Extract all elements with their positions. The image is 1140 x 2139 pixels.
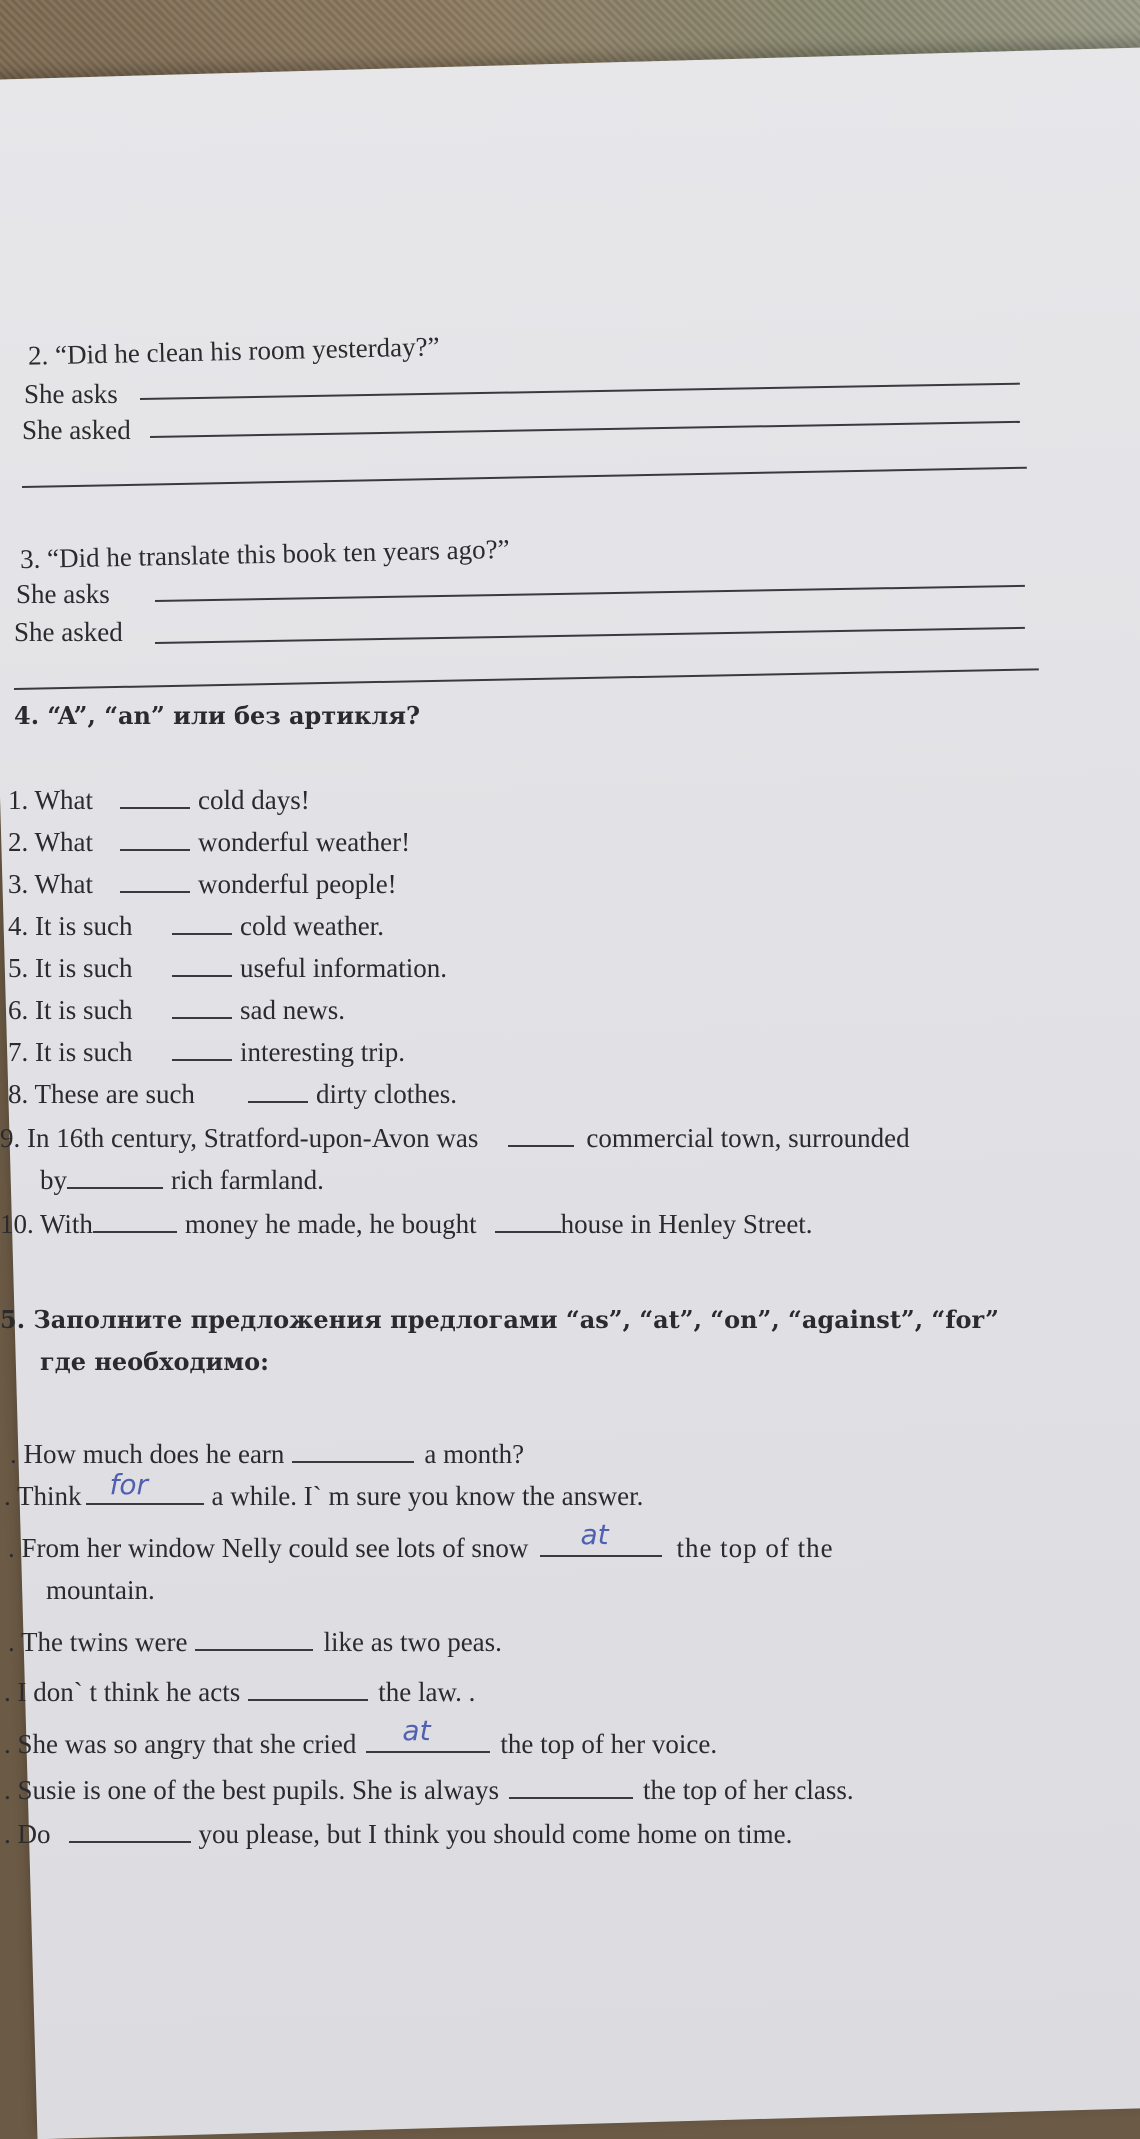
sec4-item-8 <box>8 1078 457 1110</box>
sec4-item-10 <box>0 1208 813 1240</box>
answer-blank[interactable] <box>509 1775 633 1799</box>
item-text: . Susie is one of the best pupils. She is always <box>4 1775 499 1805</box>
item-text: 10. With <box>0 1209 93 1239</box>
answer-blank[interactable] <box>172 911 232 935</box>
exercise-2-she-asked: She asked <box>22 415 131 445</box>
item-text: useful information. <box>240 953 447 983</box>
answer-blank[interactable] <box>366 1714 490 1753</box>
sec4-item-2 <box>8 826 410 858</box>
answer-line[interactable] <box>14 668 1039 690</box>
answer-line[interactable] <box>155 585 1025 602</box>
item-text: a while. I` m sure you know the answer. <box>211 1481 644 1511</box>
item-text: cold weather. <box>240 911 384 941</box>
answer-blank[interactable] <box>67 1165 163 1189</box>
item-number: 6. It is such <box>8 995 133 1025</box>
sec4-item-9 <box>0 1122 910 1154</box>
item-text: wonderful people! <box>198 869 397 899</box>
answer-blank[interactable] <box>120 785 190 809</box>
item-text: 9. In 16th century, Stratford-upon-Avon was <box>0 1123 479 1153</box>
section-4-title: 4. “A”, “an” или без артикля? <box>14 701 421 730</box>
answer-line[interactable] <box>140 383 1020 400</box>
answer-blank[interactable] <box>172 995 232 1019</box>
exercise-3-question: 3. “Did he translate this book ten years ago?” <box>19 533 510 575</box>
answer-blank[interactable] <box>86 1468 204 1505</box>
sec4-item-6 <box>8 994 345 1026</box>
exercise-2-she-asks: She asks <box>24 379 118 409</box>
item-text: . Do <box>4 1819 51 1849</box>
item-text: the top of her voice. <box>500 1729 718 1759</box>
item-number: 4. It is such <box>8 911 133 941</box>
item-text: house in Henley Street. <box>560 1209 813 1239</box>
item-number: 1. What <box>8 785 93 815</box>
sec4-item-4 <box>8 910 384 942</box>
item-text: money he made, he bought <box>184 1209 477 1239</box>
item-text: . I don` t think he acts <box>4 1677 241 1707</box>
item-text: a month? <box>424 1439 525 1469</box>
section-5-subtitle: где необходимо: <box>40 1347 270 1376</box>
item-number: 7. It is such <box>8 1037 133 1067</box>
sec5-item-4 <box>8 1626 502 1658</box>
answer-line[interactable] <box>155 627 1025 644</box>
item-text: the law. . <box>378 1677 476 1707</box>
answer-blank[interactable] <box>93 1209 177 1233</box>
answer-blank[interactable] <box>540 1518 662 1557</box>
handwritten-answer: at <box>402 1714 431 1747</box>
item-text: interesting trip. <box>240 1037 405 1067</box>
sec4-item-5 <box>8 952 447 984</box>
sec4-item-7 <box>8 1036 405 1068</box>
exercise-2-question: 2. “Did he clean his room yesterday?” <box>27 331 440 371</box>
answer-line[interactable] <box>22 467 1027 488</box>
item-text: wonderful weather! <box>198 827 411 857</box>
item-number: 5. It is such <box>8 953 133 983</box>
sec5-item-1 <box>10 1438 524 1470</box>
item-text: cold days! <box>198 785 310 815</box>
item-text: . How much does he earn <box>10 1439 285 1469</box>
item-text: . She was so angry that she cried <box>4 1729 357 1759</box>
sec5-item-7 <box>4 1774 854 1806</box>
item-text: commercial town, surrounded <box>586 1123 910 1153</box>
answer-blank[interactable] <box>120 827 190 851</box>
answer-blank[interactable] <box>248 1677 368 1701</box>
answer-blank[interactable] <box>172 953 232 977</box>
item-text: by <box>40 1165 67 1195</box>
sec4-item-9-continued <box>40 1164 324 1196</box>
item-text: the top of the <box>676 1533 834 1563</box>
item-text: . Think <box>4 1481 82 1511</box>
item-text: the top of her class. <box>642 1775 854 1805</box>
sec5-item-8 <box>4 1818 792 1850</box>
item-number: 3. What <box>8 869 93 899</box>
answer-blank[interactable] <box>508 1123 574 1147</box>
answer-blank[interactable] <box>172 1037 232 1061</box>
answer-blank[interactable] <box>195 1627 313 1651</box>
handwritten-answer: at <box>580 1518 609 1551</box>
sec5-item-6 <box>4 1714 718 1760</box>
item-text: sad news. <box>240 995 345 1025</box>
sec4-item-1 <box>8 784 310 816</box>
answer-blank[interactable] <box>495 1209 561 1233</box>
item-text: you please, but I think you should come home on time. <box>198 1819 793 1849</box>
sec5-item-2 <box>4 1468 644 1512</box>
exercise-3-she-asked: She asked <box>14 617 123 647</box>
item-number: 2. What <box>8 827 93 857</box>
sec5-item-5 <box>4 1676 475 1708</box>
sec5-item-3-continued: mountain. <box>46 1575 155 1605</box>
section-5-title: 5. Заполните предложения предлогами “as”, “at”, “on”, “against”, “for” <box>0 1305 999 1334</box>
sec4-item-3 <box>8 868 397 900</box>
item-text: rich farmland. <box>171 1165 324 1195</box>
handwritten-answer: for <box>109 1468 149 1501</box>
item-text: dirty clothes. <box>316 1079 457 1109</box>
item-text: . From her window Nelly could see lots of snow <box>8 1533 529 1563</box>
item-text: like as two peas. <box>323 1627 502 1657</box>
item-text: . The twins were <box>8 1627 188 1657</box>
answer-blank[interactable] <box>120 869 190 893</box>
answer-blank[interactable] <box>292 1439 414 1463</box>
exercise-3-she-asks: She asks <box>16 579 110 609</box>
answer-blank[interactable] <box>248 1079 308 1103</box>
item-number: 8. These are such <box>8 1079 195 1109</box>
sec5-item-3 <box>8 1518 834 1564</box>
answer-line[interactable] <box>150 421 1020 438</box>
answer-blank[interactable] <box>69 1819 191 1843</box>
